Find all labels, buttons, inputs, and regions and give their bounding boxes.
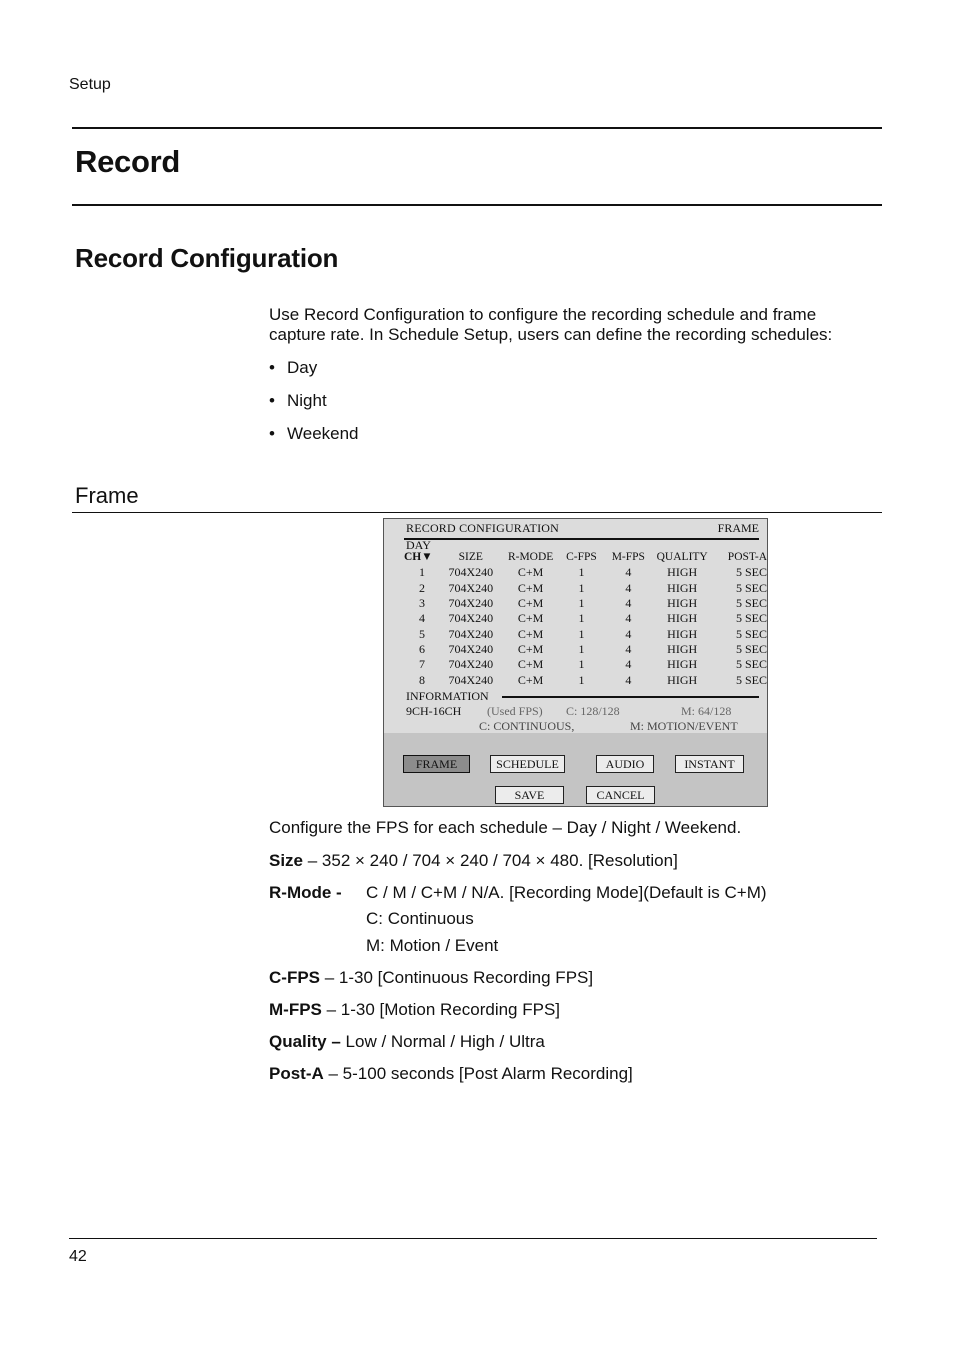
bullet-icon: • bbox=[269, 391, 275, 410]
section-title: Record Configuration bbox=[75, 243, 339, 273]
cell-quality[interactable]: HIGH bbox=[667, 672, 698, 687]
frame-tab-button[interactable]: FRAME bbox=[403, 755, 470, 773]
cell-size[interactable]: 704X240 bbox=[448, 565, 494, 580]
rmode-continuous-note: C: Continuous bbox=[366, 909, 474, 928]
rmode-text: C / M / C+M / N/A. [Recording Mode](Default is C+M) bbox=[366, 883, 767, 902]
cell-quality[interactable]: HIGH bbox=[667, 611, 698, 626]
cell-size[interactable]: 704X240 bbox=[448, 596, 494, 611]
footer-rule bbox=[69, 1238, 877, 1239]
cell-ch: 6 bbox=[418, 641, 425, 656]
cell-size[interactable]: 704X240 bbox=[448, 580, 494, 595]
cell-ch: 1 bbox=[418, 565, 425, 580]
schedule-list bbox=[269, 357, 359, 456]
column-header-cfps: C-FPS bbox=[566, 551, 597, 564]
cell-cfps[interactable]: 1 bbox=[578, 596, 585, 611]
title-bottom-rule bbox=[72, 204, 882, 206]
table-row[interactable] bbox=[404, 611, 767, 626]
cell-mfps[interactable]: 4 bbox=[625, 657, 632, 672]
table-row[interactable] bbox=[404, 672, 767, 687]
table-row[interactable] bbox=[404, 626, 767, 641]
cell-rmode[interactable]: C+M bbox=[517, 657, 544, 672]
table-row[interactable] bbox=[404, 642, 767, 657]
mfps-description bbox=[269, 1000, 560, 1020]
column-header-rmode: R-MODE bbox=[507, 551, 554, 564]
cell-size[interactable]: 704X240 bbox=[448, 672, 494, 687]
cell-posta[interactable]: 5 SEC bbox=[735, 626, 767, 641]
instant-tab-button[interactable]: INSTANT bbox=[675, 755, 744, 773]
cell-mfps[interactable]: 4 bbox=[625, 626, 632, 641]
page-title: Record bbox=[75, 144, 181, 179]
cell-mfps[interactable]: 4 bbox=[625, 580, 632, 595]
dvr-mode-label: FRAME bbox=[717, 521, 759, 535]
cell-size[interactable]: 704X240 bbox=[448, 657, 494, 672]
cell-ch: 7 bbox=[418, 657, 425, 672]
column-header-ch[interactable]: CH▼ bbox=[404, 551, 433, 564]
bullet-icon: • bbox=[269, 358, 275, 377]
cell-rmode[interactable]: C+M bbox=[517, 611, 544, 626]
cell-rmode[interactable]: C+M bbox=[517, 580, 544, 595]
cell-ch: 5 bbox=[418, 626, 425, 641]
cell-cfps[interactable]: 1 bbox=[578, 611, 585, 626]
save-button[interactable]: SAVE bbox=[495, 786, 564, 804]
dvr-used-fps-label: (Used FPS) bbox=[487, 704, 543, 718]
cell-posta[interactable]: 5 SEC bbox=[735, 596, 767, 611]
dvr-continuous-legend: C: CONTINUOUS, bbox=[479, 719, 575, 733]
title-top-rule bbox=[72, 127, 882, 129]
cell-cfps[interactable]: 1 bbox=[578, 641, 585, 656]
list-item bbox=[269, 357, 359, 390]
size-text: – 352 × 240 / 704 × 240 / 704 × 480. [Resolution] bbox=[303, 851, 678, 870]
schedule-tab-button[interactable]: SCHEDULE bbox=[490, 755, 565, 773]
quality-text: Low / Normal / High / Ultra bbox=[340, 1032, 545, 1051]
dvr-motion-legend: M: MOTION/EVENT bbox=[630, 719, 738, 733]
list-item bbox=[269, 390, 359, 423]
subsection-rule bbox=[72, 512, 882, 513]
dvr-info-label: INFORMATION bbox=[406, 689, 489, 703]
posta-term: Post-A bbox=[269, 1064, 324, 1083]
cell-posta[interactable]: 5 SEC bbox=[735, 672, 767, 687]
cell-rmode[interactable]: C+M bbox=[517, 672, 544, 687]
cell-cfps[interactable]: 1 bbox=[578, 672, 585, 687]
cell-size[interactable]: 704X240 bbox=[448, 611, 494, 626]
cell-mfps[interactable]: 4 bbox=[625, 641, 632, 656]
cell-cfps[interactable]: 1 bbox=[578, 657, 585, 672]
dvr-schedule-label[interactable]: DAY bbox=[406, 538, 431, 552]
cell-ch: 8 bbox=[418, 672, 425, 687]
list-item-label: Night bbox=[287, 391, 327, 410]
dvr-record-config-screen bbox=[383, 518, 768, 807]
list-item-label: Weekend bbox=[287, 424, 359, 443]
cfps-description bbox=[269, 968, 593, 988]
bullet-icon: • bbox=[269, 424, 275, 443]
list-item bbox=[269, 423, 359, 456]
cell-ch: 2 bbox=[418, 580, 425, 595]
cell-posta[interactable]: 5 SEC bbox=[735, 580, 767, 595]
cell-mfps[interactable]: 4 bbox=[625, 672, 632, 687]
configure-description: Configure the FPS for each schedule – Day / Night / Weekend. bbox=[269, 818, 742, 837]
cell-posta[interactable]: 5 SEC bbox=[735, 641, 767, 656]
subsection-title: Frame bbox=[75, 483, 139, 508]
table-row[interactable] bbox=[404, 596, 767, 611]
dvr-m-usage: M: 64/128 bbox=[681, 704, 732, 718]
posta-text: – 5-100 seconds [Post Alarm Recording] bbox=[323, 1064, 633, 1083]
table-row[interactable] bbox=[404, 581, 767, 596]
cell-quality[interactable]: HIGH bbox=[667, 580, 698, 595]
cell-mfps[interactable]: 4 bbox=[625, 611, 632, 626]
cell-cfps[interactable]: 1 bbox=[578, 580, 585, 595]
cell-quality[interactable]: HIGH bbox=[667, 565, 698, 580]
mfps-term: M-FPS bbox=[269, 1000, 322, 1019]
cell-rmode[interactable]: C+M bbox=[517, 596, 544, 611]
cell-size[interactable]: 704X240 bbox=[448, 641, 494, 656]
cell-cfps[interactable]: 1 bbox=[578, 565, 585, 580]
page-number: 42 bbox=[69, 1248, 87, 1265]
cell-mfps[interactable]: 4 bbox=[625, 565, 632, 580]
dvr-button-panel bbox=[384, 733, 767, 806]
cell-size[interactable]: 704X240 bbox=[448, 626, 494, 641]
cell-ch: 4 bbox=[418, 611, 425, 626]
running-header: Setup bbox=[69, 76, 111, 93]
quality-description bbox=[269, 1032, 545, 1052]
dvr-c-usage: C: 128/128 bbox=[566, 704, 620, 718]
cancel-button[interactable]: CANCEL bbox=[586, 786, 655, 804]
cfps-term: C-FPS bbox=[269, 968, 320, 987]
cell-rmode[interactable]: C+M bbox=[517, 565, 544, 580]
size-term: Size bbox=[269, 851, 304, 870]
quality-term: Quality – bbox=[269, 1032, 341, 1051]
cell-quality[interactable]: HIGH bbox=[667, 641, 698, 656]
column-header-quality: QUALITY bbox=[656, 551, 708, 564]
size-description bbox=[269, 851, 678, 871]
dvr-title: RECORD CONFIGURATION bbox=[406, 521, 560, 535]
list-item-label: Day bbox=[287, 358, 318, 377]
cell-posta[interactable]: 5 SEC bbox=[735, 657, 767, 672]
cfps-text: – 1-30 [Continuous Recording FPS] bbox=[320, 968, 594, 987]
table-row[interactable] bbox=[404, 565, 767, 580]
cell-quality[interactable]: HIGH bbox=[667, 596, 698, 611]
mfps-text: – 1-30 [Motion Recording FPS] bbox=[321, 1000, 561, 1019]
column-header-size: SIZE bbox=[458, 551, 483, 564]
rmode-description bbox=[269, 883, 767, 903]
dvr-channel-table bbox=[404, 550, 767, 688]
rmode-motion-note: M: Motion / Event bbox=[366, 936, 499, 955]
table-header-row bbox=[404, 550, 767, 565]
cell-posta[interactable]: 5 SEC bbox=[735, 611, 767, 626]
intro-paragraph: Use Record Configuration to configure the recording schedule and frame capture rate. In Schedule Setup, users can define the recording schedules: bbox=[269, 305, 833, 344]
audio-tab-button[interactable]: AUDIO bbox=[596, 755, 654, 773]
column-header-mfps: M-FPS bbox=[611, 551, 645, 564]
cell-quality[interactable]: HIGH bbox=[667, 657, 698, 672]
column-header-posta: POST-A bbox=[727, 551, 767, 564]
dvr-channel-range[interactable]: 9CH-16CH bbox=[406, 704, 462, 718]
cell-ch: 3 bbox=[418, 596, 425, 611]
cell-rmode[interactable]: C+M bbox=[517, 626, 544, 641]
cell-cfps[interactable]: 1 bbox=[578, 626, 585, 641]
dvr-info-divider bbox=[502, 696, 759, 698]
table-row[interactable] bbox=[404, 657, 767, 672]
posta-description bbox=[269, 1064, 633, 1084]
cell-mfps[interactable]: 4 bbox=[625, 596, 632, 611]
cell-posta[interactable]: 5 SEC bbox=[735, 565, 767, 580]
dvr-divider bbox=[404, 538, 759, 540]
rmode-term: R-Mode - bbox=[269, 883, 342, 902]
cell-quality[interactable]: HIGH bbox=[667, 626, 698, 641]
cell-rmode[interactable]: C+M bbox=[517, 641, 544, 656]
